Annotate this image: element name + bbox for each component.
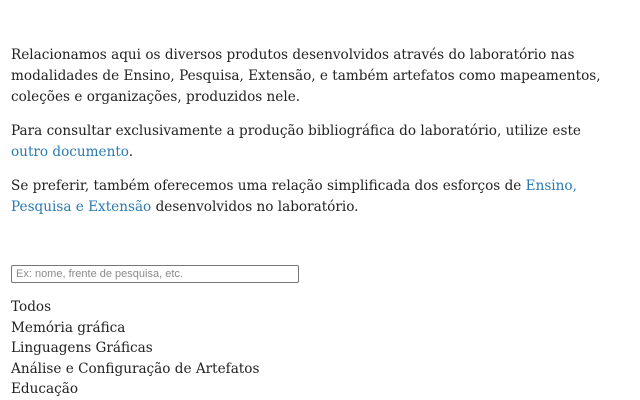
summary-text: Se preferir, também oferecemos uma relação simplificada dos esforços de (11, 178, 526, 194)
bibliography-text: Para consultar exclusivamente a produção bibliográfica do laboratório, utilize este (11, 123, 581, 139)
search-container (11, 265, 299, 283)
intro-paragraph-products: Relacionamos aqui os diversos produtos desenvolvidos através do laboratório nas modalidades de Ensino, Pesquisa, Extensão, e também artefatos como mapeamentos, coleções e organizações, produzidos nele. (11, 47, 601, 105)
category-filter-list (11, 297, 259, 400)
summary-text-end: desenvolvidos no laboratório. (151, 199, 359, 215)
intro-paragraph-summary (11, 176, 611, 218)
filter-item-analise-configuracao-artefatos[interactable]: Análise e Configuração de Artefatos (11, 360, 260, 377)
filter-item-educacao[interactable]: Educação (11, 381, 78, 397)
other-document-link[interactable]: outro documento (11, 144, 129, 160)
filter-item-memoria-grafica[interactable]: Memória gráfica (11, 319, 126, 336)
intro-paragraph-bibliography (11, 121, 611, 163)
filter-item-linguagens-graficas[interactable]: Linguagens Gráficas (11, 340, 153, 356)
bibliography-text-end: . (128, 144, 134, 160)
filter-item-todos[interactable]: Todos (11, 299, 52, 315)
intro-section (11, 45, 611, 231)
ensino-pesquisa-extensao-link[interactable]: Ensino, Pesquisa e Extensão (11, 178, 577, 215)
search-input[interactable] (11, 265, 299, 283)
